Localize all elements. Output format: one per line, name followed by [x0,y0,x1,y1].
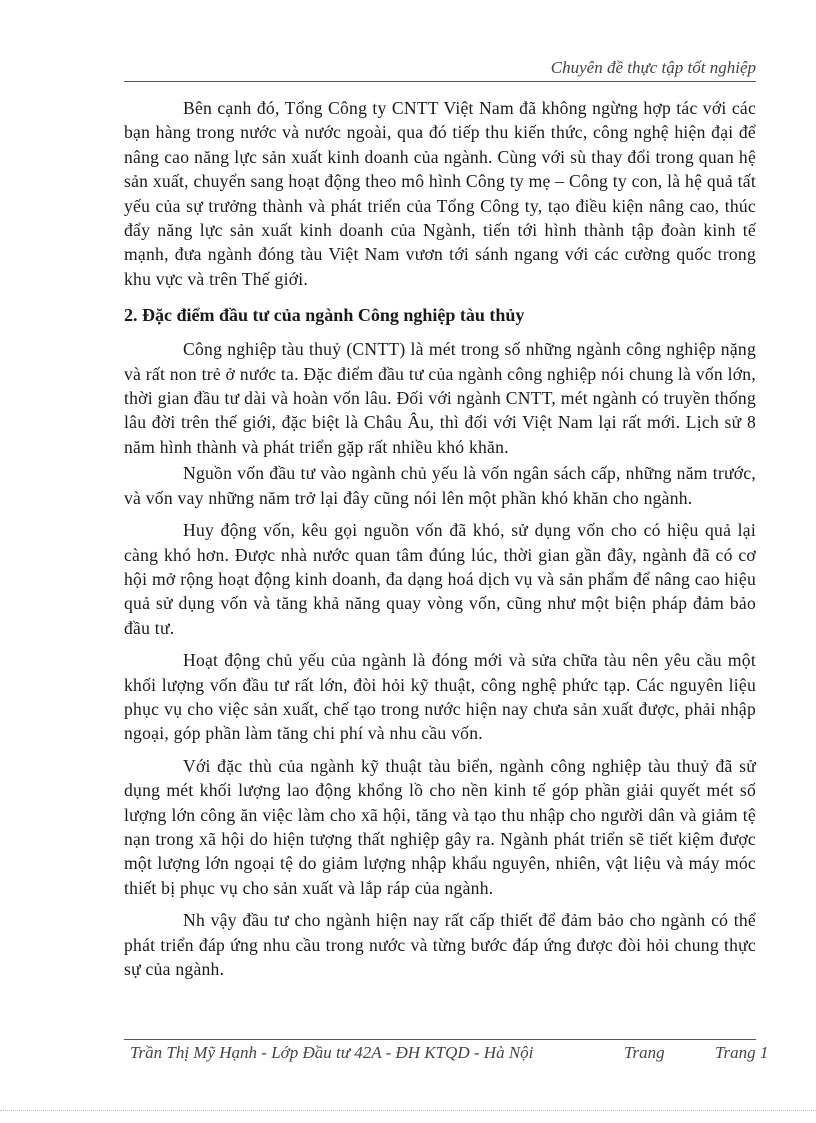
paragraph-intro: Bên cạnh đó, Tổng Công ty CNTT Việt Nam đã không ngừng hợp tác với các bạn hàng trong nước và nước ngoài, qua đó tiếp thu kiến thức, công nghệ hiện đại để nâng cao năng lực sản xuất kinh doanh của ngành. Cùng với sù thay đổi trong quan hệ sản xuất, chuyển sang hoạt động theo mô hình Công ty mẹ – Công ty con, là hệ quả tất yếu của sự trưởng thành và phát triển của Tổng Công ty, tạo điều kiện nâng cao, thúc đẩy năng lực sản xuất kinh doanh của Ngành, tiến tới hình thành tập đoàn kinh tế mạnh, đưa ngành đóng tàu Việt Nam vươn tới sánh ngang với các cường quốc trong khu vực và trên Thế giới. [124,98,756,289]
paragraph-4: Hoạt động chủ yếu của ngành là đóng mới và sửa chữa tàu nên yêu cầu một khối lượng vốn đầu tư rất lớn, đòi hỏi kỹ thuật, công nghệ phức tạp. Các nguyên liệu phục vụ cho việc sản xuất, chế tạo trong nước hiện nay chưa sản xuất được, phải nhập ngoại, góp phần làm tăng chi phí và nhu cầu vốn. [124,650,756,744]
paragraph-6: Nh vậy đầu tư cho ngành hiện nay rất cấp thiết để đảm bảo cho ngành có thể phát triển đáp ứng nhu cầu trong nước và từng bước đáp ứng được đòi hỏi chung thực sự của ngành. [124,910,756,979]
footer-page-label: Trang [624,1043,665,1062]
document-body [124,96,756,989]
section-heading: 2. Đặc điểm đầu tư của ngành Công nghiệp tàu thủy [124,305,525,326]
footer-divider [124,1039,756,1040]
page-header-title: Chuyên đề thực tập tốt nghiệp [550,58,756,77]
page-bottom-border [0,1110,816,1111]
paragraph-1: Công nghiệp tàu thuỷ (CNTT) là mét trong số những ngành công nghiệp nặng và rất non trẻ ở nước ta. Đặc điểm đầu tư của ngành công nghiệp nói chung là vốn lớn, thời gian đầu tư dài và hoàn vốn lâu. Đối với ngành CNTT, mét ngành có truyền thống lâu đời trên thế giới, đặc biệt là Châu Âu, thì đối với Việt Nam lại rất mới. Lịch sử 8 năm hình thành và phát triển gặp rất nhiều khó khăn. [124,339,756,457]
header-divider [124,81,756,82]
footer-page-number: Trang 1 [715,1043,769,1062]
footer-author: Trần Thị Mỹ Hạnh - Lớp Đầu tư 42A - ĐH KTQD - Hà Nội [130,1043,534,1062]
paragraph-3: Huy động vốn, kêu gọi nguồn vốn đã khó, sử dụng vốn cho có hiệu quả lại càng khó hơn. Được nhà nước quan tâm đúng lúc, thời gian gần đây, ngành đã có cơ hội mở rộng hoạt động kinh doanh, đa dạng hoá dịch vụ và sản phẩm để nâng cao hiệu quả sử dụng vốn và tăng khả năng quay vòng vốn, cũng như một biện pháp đảm bảo đầu tư. [124,520,756,638]
paragraph-2: Nguồn vốn đầu tư vào ngành chủ yếu là vốn ngân sách cấp, những năm trước, và vốn vay những năm trở lại đây cũng nói lên một phần khó khăn cho ngành. [124,463,756,508]
paragraph-5: Với đặc thù của ngành kỹ thuật tàu biển, ngành công nghiệp tàu thuỷ đã sử dụng mét khối lượng lao động khổng lồ cho nền kinh tế góp phần giải quyết mét số lượng lớn công ăn việc làm cho xã hội, tăng và tạo thu nhập cho người dân và giảm tệ nạn trong xã hội do hiện tượng thất nghiệp gây ra. Ngành phát triển sẽ tiết kiệm được một lượng lớn ngoại tệ do giảm lượng nhập khẩu nguyên, nhiên, vật liệu và máy móc thiết bị phục vụ cho sản xuất và lắp ráp của ngành. [124,755,756,898]
